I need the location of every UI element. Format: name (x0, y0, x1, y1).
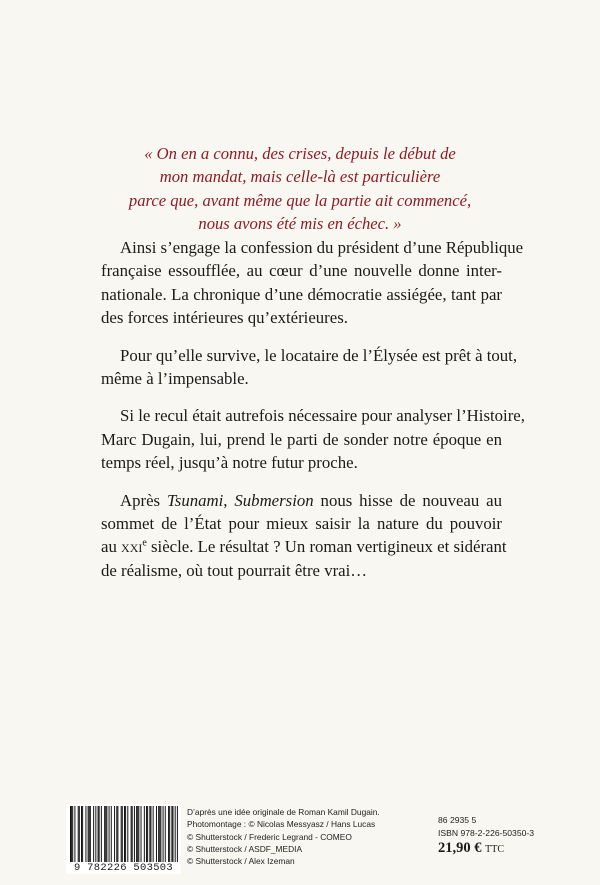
barcode-bar (71, 806, 72, 862)
barcode-bar (165, 806, 166, 862)
text-line: au xxi$^e$ siècle. Le résultat ? Un roman vertigineux et sidérant (101, 537, 507, 557)
book-title-submersion: Submersion (234, 490, 314, 510)
price-suffix: TTC (485, 844, 505, 856)
text-line: sommet de l’État pour mieux saisir la nature du pouvoir (101, 514, 502, 534)
quote-line: « On en a connu, des crises, depuis le début de (144, 144, 456, 163)
quote-line: parce que, avant même que la partie ait commencé, (128, 190, 472, 210)
barcode-bar (149, 806, 150, 862)
barcode-bar (147, 806, 148, 862)
price-value: 21,90 € (438, 840, 482, 857)
credit-line: © Shutterstock / Frederic Legrand - COMEO (187, 831, 352, 842)
barcode-bar (163, 806, 164, 862)
book-title-tsunami: Tsunami (167, 490, 224, 510)
text-line: nationale. La chronique d’une démocratie assiégée, tant par (101, 284, 502, 304)
barcode-bar (134, 806, 135, 862)
barcode-bar (89, 806, 90, 862)
barcode-bar (101, 806, 102, 862)
barcode-bar (146, 806, 147, 862)
barcode-bar (137, 806, 138, 862)
text-line: même à l’impensable. (101, 369, 249, 389)
text-line: temps réel, jusqu’à notre futur proche. (101, 453, 358, 473)
text-line: Si le recul était autrefois nécessaire pour analyser l’Histoire, (120, 406, 525, 426)
barcode-bar (144, 806, 145, 862)
book-info (438, 814, 568, 857)
barcode-bar (81, 806, 82, 862)
barcode-bar (124, 806, 125, 862)
barcode-bar (132, 806, 133, 862)
price (438, 842, 568, 857)
barcode-bar (159, 806, 160, 862)
credit-line: © Shutterstock / ASDF_MEDIA (187, 843, 303, 854)
barcode-bar (106, 806, 107, 862)
isbn-number: ISBN 978-2-226-50350-3 (438, 827, 535, 838)
barcode-bar (158, 806, 159, 862)
barcode-bar (175, 806, 176, 862)
text-line: française essoufflée, au cœur d’une nouvelle donne inter- (101, 261, 502, 281)
barcode-bar (177, 806, 178, 862)
barcode-bar (150, 806, 151, 862)
text-line: Après Tsunami, Submersion nous hisse de nouveau au (120, 490, 502, 510)
text-line: de réalisme, où tout pourrait être vrai… (101, 560, 368, 580)
text-line: Marc Dugain, lui, prend le parti de sonder notre époque en (101, 429, 502, 449)
barcode-bar (111, 806, 112, 862)
text-line: Pour qu’elle survive, le locataire de l’Élysée est prêt à tout, (120, 345, 518, 365)
barcode-bar (82, 806, 83, 862)
barcode-bar (121, 806, 122, 862)
barcode-bar (104, 806, 105, 862)
credit-line: Photomontage : © Nicolas Messyasz / Hans Lucas (187, 819, 376, 830)
pull-quote (95, 142, 505, 235)
barcode-bar (72, 806, 73, 862)
credit-line: © Shutterstock / Alex Izeman (187, 856, 295, 867)
reference-number: 86 2935 5 (438, 815, 477, 825)
barcode-bar (74, 806, 75, 862)
barcode-bar (99, 806, 100, 862)
barcode-bar (95, 806, 96, 862)
barcode-digits: 9 782226 503503 (66, 862, 181, 874)
barcode-bar (105, 806, 106, 862)
barcode-bar (125, 806, 126, 862)
barcode-bar (141, 806, 142, 862)
barcode-bar (88, 806, 89, 862)
barcode-bar (114, 806, 115, 862)
barcode-bar (85, 806, 86, 862)
isbn-barcode (66, 804, 181, 874)
barcode-bar (172, 806, 173, 862)
blurb-paragraph-1 (101, 236, 524, 330)
quote-line: mon mandat, mais celle-là est particulière (159, 167, 441, 187)
blurb (101, 236, 525, 596)
barcode-bar (127, 806, 128, 862)
century-numeral: xxi (121, 537, 143, 557)
credit-line: D’après une idée originale de Roman Kamil Dugain. (187, 807, 380, 817)
barcode-bar (136, 806, 137, 862)
text-line: des forces intérieures qu’extérieures. (101, 308, 348, 328)
barcode-bar (93, 806, 94, 862)
quote-line: nous avons été mis en échec. » (198, 213, 402, 233)
barcode-bar (70, 806, 71, 862)
barcode-bar (116, 806, 117, 862)
barcode-bar (160, 806, 161, 862)
barcode-bar (79, 806, 80, 862)
barcode-bar (98, 806, 99, 862)
text-line: Ainsi s’engage la confession du président d’une République (120, 238, 524, 257)
barcode-bar (131, 806, 132, 862)
blurb-paragraph-3 (101, 404, 525, 474)
barcode-bar (78, 806, 79, 862)
barcode-bar (90, 806, 91, 862)
blurb-paragraph-4 (101, 489, 507, 583)
blurb-paragraph-2 (101, 344, 518, 391)
image-credits (187, 806, 417, 867)
barcode-bar (169, 806, 170, 862)
barcode-bar (109, 806, 110, 862)
barcode-bar (156, 806, 157, 862)
barcode-bar (168, 806, 169, 862)
century-superscript: e (142, 537, 147, 549)
barcode-bar (138, 806, 139, 862)
barcode-bar (153, 806, 154, 862)
barcode-bars (66, 804, 181, 862)
barcode-bar (122, 806, 123, 862)
barcode-bar (117, 806, 118, 862)
barcode-bar (171, 806, 172, 862)
